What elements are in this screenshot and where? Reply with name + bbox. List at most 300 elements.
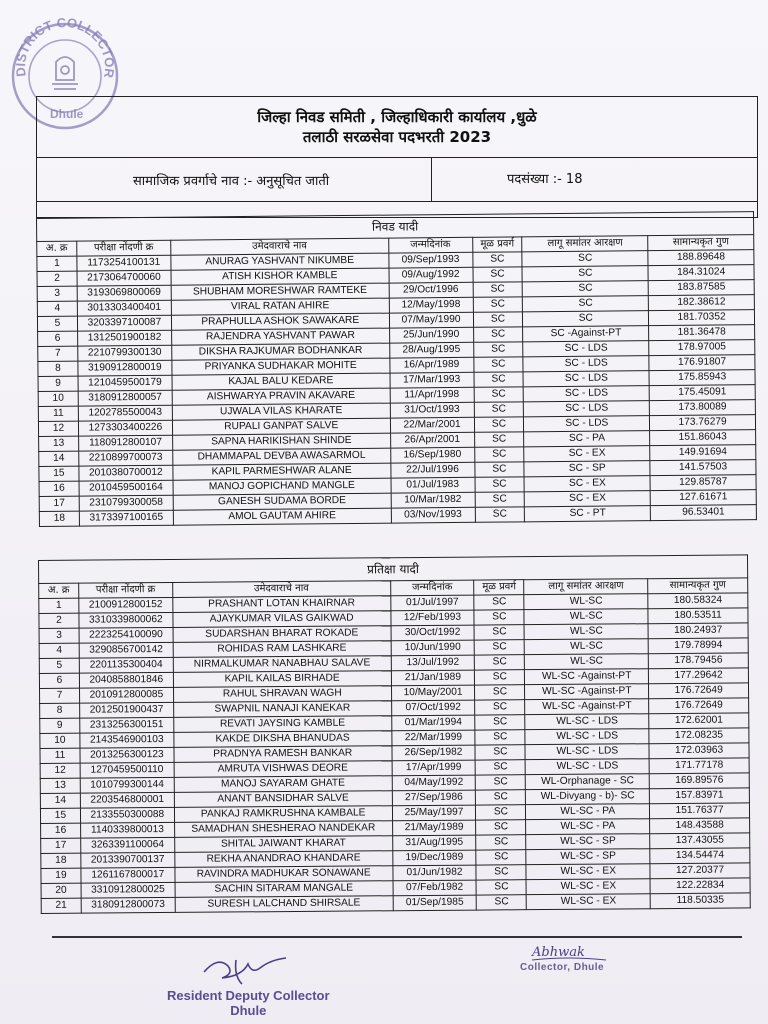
table-cell: 129.85787 [650,475,756,491]
table-cell: 180.24937 [648,623,748,639]
table-cell: 09/Sep/1993 [388,252,472,268]
table-cell: SC [476,865,526,880]
table-cell: 148.43588 [650,818,750,834]
table-cell: PRIYANKA SUDHAKAR MOHITE [172,358,390,375]
table-cell: 12 [40,763,80,778]
table-cell: 2203546800001 [80,792,174,808]
table-cell: SC [475,715,525,730]
table-cell: RAHUL SHRAVAN WAGH [173,686,391,703]
table-cell: WL-SC [525,654,649,670]
table-cell: KAPIL KAILAS BIRHADE [173,671,391,688]
table-cell: SC [523,311,649,327]
table-cell: SC - EX [524,446,650,462]
svg-text:DISTRICT COLLECTOR: DISTRICT COLLECTOR [12,14,118,79]
table-cell: 151.86043 [650,430,756,446]
table-cell: 07/May/1990 [389,312,473,328]
signature-divider [52,936,742,938]
table-cell: 12 [38,421,78,436]
table-cell: SC [475,685,525,700]
column-header: उमेदवाराचे नाव [171,238,389,255]
column-header: लागू समांतर आरक्षण [524,579,648,595]
table-cell: 1210459500179 [78,375,172,391]
table-cell: SC [476,835,526,850]
table-cell: SC [475,670,525,685]
stamp-title: Resident Deputy Collector [167,988,330,1003]
table-cell: WL-SC [524,594,648,610]
table-cell: 1273303400226 [78,420,172,436]
table-cell: SC [523,281,649,297]
table-cell: 2 [39,613,79,628]
table-cell: 28/Aug/1995 [389,342,473,358]
table-cell: 5 [39,658,79,673]
table-cell: SC - LDS [524,416,650,432]
table-cell: 137.43055 [650,833,750,849]
table-cell: 1140339800013 [80,822,174,838]
table-cell: 14 [39,451,79,466]
wait-list-table [38,554,751,914]
table-cell: SC [474,610,524,625]
table-cell: 27/Sep/1986 [392,790,476,806]
table-cell: 3310912800025 [81,882,175,898]
table-cell: KAJAL BALU KEDARE [172,373,390,390]
table-cell: 1 [39,598,79,613]
table-cell: 173.76279 [650,415,756,431]
table-cell: SC - SP [524,461,650,477]
table-cell: 7 [40,688,80,703]
table-cell: SHUBHAM MORESHWAR RAMTEKE [171,283,389,300]
table-cell: 3180912800057 [78,390,172,406]
table-cell: 1202785500043 [78,405,172,421]
table-cell: 172.03963 [649,743,749,759]
table-cell: 16/Sep/1980 [390,447,474,463]
table-cell: NIRMALKUMAR NANABHAU SALAVE [173,656,391,673]
table-cell: 17 [41,838,81,853]
table-cell: 4 [39,643,79,658]
table-cell: 2173064700060 [77,270,171,286]
table-cell: SC - PA [524,431,650,447]
table-cell: 17/Mar/1993 [390,372,474,388]
table-cell: VIRAL RATAN AHIRE [171,298,389,315]
table-cell: WL-SC - SP [526,849,650,865]
table-cell: SC [473,297,523,312]
table-cell: 20 [41,883,81,898]
office-title: जिल्हा निवड समिती , जिल्हाधिकारी कार्यालय ,धुळे [257,108,537,126]
table-cell: WL-SC - EX [526,864,650,880]
table-cell: 178.97005 [649,340,755,356]
table-cell: 10/Jun/1990 [391,640,475,656]
table-cell: PANKAJ RAMKRUSHNA KAMBALE [174,806,392,823]
table-cell: WL-SC -Against-PT [525,699,649,715]
table-cell: 16 [39,481,79,496]
table-cell: 169.89576 [649,773,749,789]
table-cell: 21/Jan/1989 [391,670,475,686]
table-cell: WL-SC - LDS [525,744,649,760]
table-cell: UJWALA VILAS KHARATE [172,403,390,420]
table-cell: SC [522,266,648,282]
table-cell: SC [476,775,526,790]
table-cell: 178.79456 [648,653,748,669]
resident-deputy-collector-stamp [167,988,330,1018]
table-cell: SC [474,447,524,462]
table-cell: RAJENDRA YASHVANT PAWAR [171,328,389,345]
table-cell: PRADNYA RAMESH BANKAR [174,746,392,763]
table-cell: 22/Mar/2001 [390,417,474,433]
table-cell: 3263391100064 [81,837,175,853]
table-cell: 3193069800069 [77,285,171,301]
table-cell: 19 [41,868,81,883]
table-cell: 118.50335 [650,893,750,909]
selection-list-table [36,211,757,527]
table-cell: 31/Oct/1993 [390,402,474,418]
table-cell: 12/May/1998 [389,297,473,313]
table-cell: 180.58324 [648,593,748,609]
column-header: मूळ प्रवर्ग [472,237,522,252]
table-cell: AJAYKUMAR VILAS GAIKWAD [173,611,391,628]
resident-deputy-collector-signature [196,950,306,990]
column-header: मूळ प्रवर्ग [474,580,524,595]
table-cell: 22/Mar/1999 [391,730,475,746]
table-cell: SC - LDS [523,371,649,387]
table-cell: 30/Oct/1992 [391,625,475,641]
table-cell: 173.80089 [649,400,755,416]
table-cell: 3 [37,286,77,301]
table-cell: 11/Apr/1998 [390,387,474,403]
table-cell: WL-SC -Against-PT [525,669,649,685]
table-cell: 1173254100131 [77,255,171,271]
table-cell: 2210799300130 [78,345,172,361]
table-cell: SC [477,895,527,910]
table-cell: 3190912800019 [78,360,172,376]
table-cell: SC [473,312,523,327]
table-cell: 16 [41,823,81,838]
table-cell: SC [473,282,523,297]
table-cell: REVATI JAYSING KAMBLE [174,716,392,733]
table-cell: AISHWARYA PRAVIN AKAVARE [172,388,390,405]
table-cell: 188.89648 [648,250,754,266]
table-cell: 183.87585 [648,280,754,296]
table-cell: 2010380700012 [79,465,173,481]
table-cell: 15 [39,466,79,481]
column-header: अ. क्र [39,583,79,598]
table-cell: 26/Sep/1982 [392,745,476,761]
social-category: सामाजिक प्रवर्गाचे नाव :- अनुसूचित जाती [133,174,330,189]
table-cell: WL-SC - LDS [525,759,649,775]
table-cell: KAKDE DIKSHA BHANUDAS [174,731,392,748]
table-cell: 21 [41,898,81,913]
column-header: अ. क्र [37,241,77,256]
table-cell: 16/Apr/1989 [389,357,473,373]
table-cell: 10 [40,733,80,748]
table-cell: SC [474,372,524,387]
table-cell: SC -Against-PT [523,326,649,342]
table-cell: WL-SC - LDS [525,729,649,745]
table-cell: SC - LDS [523,356,649,372]
table-cell: SC [473,267,523,282]
collector-signature-text: Abhwak [532,945,585,960]
table-cell: 151.76377 [650,803,750,819]
table-cell: SC [474,402,524,417]
table-cell: SC [475,507,525,522]
table-cell: SC [476,760,526,775]
table-cell: REKHA ANANDRAO KHANDARE [175,851,393,868]
table-cell: 176.72649 [649,698,749,714]
table-cell: SC - EX [524,476,650,492]
table-cell: PRASHANT LOTAN KHAIRNAR [173,596,391,613]
table-cell: WL-SC - EX [527,894,651,910]
table-cell: 12/Feb/1993 [391,610,475,626]
table-cell: 21/May/1989 [392,820,476,836]
table-cell: SC [476,805,526,820]
selection-list-caption: निवड यादी [37,212,754,242]
column-header: जन्मदिनांक [390,580,474,596]
table-cell: 8 [38,361,78,376]
table-cell: 17/Apr/1999 [392,760,476,776]
table-cell: PRAPHULLA ASHOK SAWAKARE [171,313,389,330]
table-cell: SC [474,595,524,610]
table-cell: 01/Jun/1982 [393,865,477,881]
table-cell: 2010459500164 [79,480,173,496]
table-cell: 175.45091 [649,385,755,401]
table-cell: 2 [37,271,77,286]
table-cell: SURESH LALCHAND SHIRSALE [175,896,393,913]
table-cell: 13 [39,436,79,451]
table-cell: 6 [38,331,78,346]
table-cell: 13 [40,778,80,793]
table-cell: 3 [39,628,79,643]
table-cell: 179.78994 [648,638,748,654]
post-count: पदसंख्या :- 18 [507,172,583,187]
table-cell: 01/Jul/1997 [390,595,474,611]
table-cell: 172.62001 [649,713,749,729]
table-cell: 2010912800085 [79,687,173,703]
table-cell: 2313256300151 [80,717,174,733]
column-header: जन्मदिनांक [388,237,472,253]
table-cell: SC [476,850,526,865]
table-cell: 171.77178 [649,758,749,774]
table-cell: WL-SC [525,639,649,655]
table-cell: 09/Aug/1992 [389,267,473,283]
table-cell: 184.31024 [648,265,754,281]
table-cell: 01/Jul/1983 [391,477,475,493]
table-cell: SC [476,790,526,805]
table-cell: 141.57503 [650,460,756,476]
table-cell: WL-SC - PA [526,804,650,820]
table-cell: 26/Apr/2001 [390,432,474,448]
table-cell: WL-SC - PA [526,819,650,835]
table-cell: 1010799300144 [80,777,174,793]
table-cell: SACHIN SITARAM MANGALE [175,881,393,898]
column-header: उमेदवाराचे नाव [172,581,390,598]
table-cell: SC [474,432,524,447]
table-cell: 19/Dec/1989 [392,850,476,866]
header-divider [37,157,757,158]
table-cell: 6 [39,673,79,688]
table-cell: 13/Jul/1992 [391,655,475,671]
table-cell: KAPIL PARMESHWAR ALANE [173,463,391,480]
table-cell: SC - EX [525,491,651,507]
table-cell: 181.36478 [649,325,755,341]
table-cell: 175.85943 [649,370,755,386]
table-cell: 4 [37,301,77,316]
table-cell: SC [522,251,648,267]
table-cell: 134.54474 [650,848,750,864]
table-cell: WL-SC - EX [526,879,650,895]
table-cell: 5 [37,316,77,331]
table-cell: 2223254100090 [79,627,173,643]
table-cell: SC [476,880,526,895]
table-cell: 07/Feb/1982 [393,880,477,896]
table-cell: 9 [40,718,80,733]
table-cell: 2310799300058 [79,495,173,511]
table-cell: SC [474,387,524,402]
table-cell: 127.61671 [650,490,756,506]
table-cell: 07/Oct/1992 [391,700,475,716]
table-cell: 01/Mar/1994 [391,715,475,731]
table-cell: SC [475,655,525,670]
table-cell: SC - LDS [524,401,650,417]
table-cell: 2201135300404 [79,657,173,673]
table-cell: AMRUTA VISHWAS DEORE [174,761,392,778]
table-cell: SC [475,700,525,715]
table-cell: SC [475,492,525,507]
table-cell: 1 [37,256,77,271]
table-cell: RAVINDRA MADHUKAR SONAWANE [175,866,393,883]
table-cell: 3180912800073 [81,897,175,913]
collector-stamp: Collector, Dhule [520,962,605,973]
table-cell: SC [474,462,524,477]
column-header: लागू समांतर आरक्षण [522,236,648,252]
table-cell: SC [475,640,525,655]
table-cell: 10/Mar/1982 [391,492,475,508]
table-cell: WL-SC [524,624,648,640]
table-cell: 11 [40,748,80,763]
column-header: सामान्यकृत गुण [648,235,754,251]
table-cell: WL-SC - SP [526,834,650,850]
table-cell: 10 [38,391,78,406]
table-cell: 157.83971 [650,788,750,804]
table-cell: 3013303400401 [77,300,171,316]
table-cell: 31/Aug/1995 [392,835,476,851]
table-cell: SHITAL JAIWANT KHARAT [174,836,392,853]
table-cell: 149.91694 [650,445,756,461]
table-cell: 3290856700142 [79,642,173,658]
wait-list-caption: प्रतिक्षा यादी [39,555,748,584]
table-cell: DIKSHA RAJKUMAR BODHANKAR [172,343,390,360]
table-cell: 25/Jun/1990 [389,327,473,343]
table-cell: ATISH KISHOR KAMBLE [171,268,389,285]
table-cell: 11 [38,406,78,421]
recruitment-title: तलाठी सरळसेवा पदभरती 2023 [302,128,492,146]
table-cell: 172.08235 [649,728,749,744]
table-cell: 2013390700137 [81,852,175,868]
table-cell: 2040858801846 [79,672,173,688]
table-cell: 2210899700073 [79,450,173,466]
table-cell: SC [474,417,524,432]
table-cell: SC - LDS [523,341,649,357]
stamp-place: Dhule [230,1003,267,1018]
table-cell: WL-SC -Against-PT [525,684,649,700]
table-cell: 176.72649 [649,683,749,699]
table-cell: 1312501900182 [78,330,172,346]
table-cell: 9 [38,376,78,391]
table-cell: SWAPNIL NANAJI KANEKAR [173,701,391,718]
header-vertical-divider [431,157,432,201]
table-cell: 1261167800017 [81,867,175,883]
table-cell: WL-Divyang - b)- SC [526,789,650,805]
table-cell: 2100912800152 [79,597,173,613]
table-cell: MANOJ GOPICHAND MANGLE [173,478,391,495]
table-cell: 17 [39,496,79,511]
table-cell: 8 [40,703,80,718]
table-cell: SC - LDS [524,386,650,402]
table-cell: SC [475,745,525,760]
table-cell: WL-SC [524,609,648,625]
table-cell: AMOL GAUTAM AHIRE [173,508,391,525]
table-cell: 3173397100165 [79,510,173,526]
table-cell: ANURAG YASHVANT NIKUMBE [171,253,389,270]
table-cell: SAPNA HARIKISHAN SHINDE [172,433,390,450]
table-cell: 180.53511 [648,608,748,624]
table-cell: 03/Nov/1993 [391,507,475,523]
column-header: सामान्यकृत गुण [648,578,748,594]
table-cell: 182.38612 [648,295,754,311]
table-cell: SC [475,730,525,745]
table-cell: 181.70352 [649,310,755,326]
table-cell: RUPALI GANPAT SALVE [172,418,390,435]
table-cell: 1270459500110 [80,762,174,778]
table-cell: SC [473,327,523,342]
table-cell: 1180912800107 [79,435,173,451]
table-cell: 3310339800062 [79,612,173,628]
table-cell: SUDARSHAN BHARAT ROKADE [173,626,391,643]
table-cell: 2143546900103 [80,732,174,748]
table-cell: 7 [38,346,78,361]
table-cell: ANANT BANSIDHAR SALVE [174,791,392,808]
svg-text:Dhule: Dhule [50,107,84,121]
table-cell: 127.20377 [650,863,750,879]
table-cell: ROHIDAS RAM LASHKARE [173,641,391,658]
table-cell: 2013256300123 [80,747,174,763]
table-cell: 18 [39,511,79,526]
table-cell: SC [476,820,526,835]
table-cell: 96.53401 [650,505,756,521]
table-cell: 177.29642 [649,668,749,684]
table-cell: SC - PT [525,506,651,522]
table-cell: 25/May/1997 [392,805,476,821]
table-cell: 29/Oct/1996 [389,282,473,298]
table-cell: 04/May/1992 [392,775,476,791]
table-cell: 18 [41,853,81,868]
table-cell: DHAMMAPAL DEVBA AWASARMOL [173,448,391,465]
column-header: परीक्षा नोंदणी क्र [77,240,171,256]
table-cell: SC [473,357,523,372]
table-cell: WL-SC - LDS [525,714,649,730]
table-cell: MANOJ SAYARAM GHATE [174,776,392,793]
header-box [36,96,758,218]
table-cell: SC [473,342,523,357]
table-cell: SAMADHAN SHESHERAO NANDEKAR [174,821,392,838]
table-cell: 3203397100087 [77,315,171,331]
table-cell: SC [475,477,525,492]
table-cell: 22/Jul/1996 [390,462,474,478]
table-cell: SC [472,252,522,267]
column-header: परीक्षा नोंदणी क्र [79,582,173,598]
table-cell: 2012501900437 [80,702,174,718]
table-cell: 2133550300088 [80,807,174,823]
table-cell: 15 [40,808,80,823]
table-cell: SC [523,296,649,312]
table-cell: SC [474,625,524,640]
